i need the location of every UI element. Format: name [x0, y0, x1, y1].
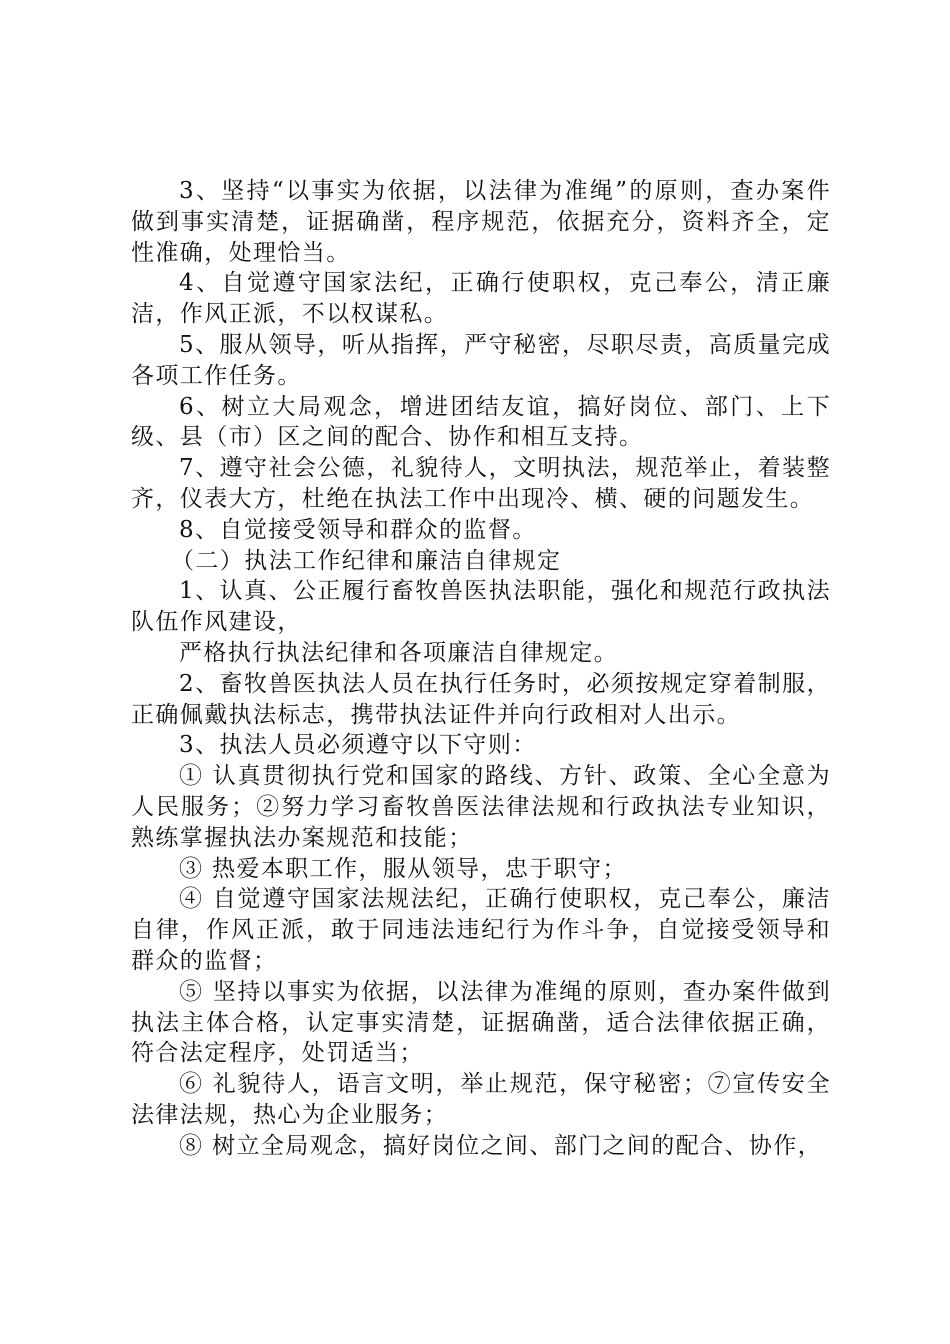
- section-heading-discipline: （二）执法工作纪律和廉洁自律规定: [171, 547, 562, 574]
- paragraph-code-intro: 3、执法人员必须遵守以下守则：: [179, 732, 537, 759]
- paragraph-social-ethics: 7、遵守社会公德，礼貌待人，文明执法，规范举止，着装整齐，仪表大方，杜绝在执法工作中出现冷、横、硬的问题发生。: [131, 455, 831, 512]
- paragraph-code-item-1-2: ① 认真贯彻执行党和国家的路线、方针、政策、全心全意为人民服务；②努力学习畜牧兽医法律法规和行政执法专业知识，熟练掌握执法办案规范和技能；: [131, 763, 831, 851]
- paragraph-uniform-rules: 2、畜牧兽医执法人员在执行任务时，必须按规定穿着制服，正确佩戴执法标志，携带执法证件并向行政相对人出示。: [131, 670, 831, 728]
- paragraph-fulfill-duties: 1、认真、公正履行畜牧兽医执法职能，强化和规范行政执法队伍作风建设，: [131, 578, 831, 636]
- paragraph-obey-leadership: 5、服从领导，听从指挥，严守秘密，尽职尽责，高质量完成各项工作任务。: [131, 331, 831, 389]
- paragraph-code-item-8: ⑧ 树立全局观念，搞好岗位之间、部门之间的配合、协作，: [179, 1132, 823, 1159]
- paragraph-code-item-5: ⑤ 坚持以事实为依据，以法律为准绳的原则，查办案件做到执法主体合格，认定事实清楚，证据确凿，适合法律依据正确，符合法定程序，处罚适当；: [131, 978, 831, 1067]
- paragraph-principle-facts-law: 3、坚持“以事实为依据，以法律为准绳”的原则，查办案件做到事实清楚，证据确凿，程序规范，依据充分，资料齐全，定性准确，处理恰当。: [131, 178, 831, 266]
- paragraph-obey-law: 4、自觉遵守国家法纪，正确行使职权，克己奉公，清正廉洁，作风正派，不以权谋私。: [131, 270, 831, 328]
- paragraph-overall-view: 6、树立大局观念，增进团结友谊，搞好岗位、部门、上下级、县（市）区之间的配合、协作和相互支持。: [131, 393, 831, 451]
- paragraph-code-item-4: ④ 自觉遵守国家法规法纪，正确行使职权，克己奉公，廉洁自律，作风正派，敢于同违法违纪行为作斗争，自觉接受领导和群众的监督；: [131, 886, 831, 974]
- paragraph-code-item-3: ③ 热爱本职工作，服从领导，忠于职守；: [179, 855, 627, 882]
- paragraph-accept-supervision: 8、自觉接受领导和群众的监督。: [179, 516, 537, 543]
- paragraph-strict-discipline: 严格执行执法纪律和各项廉洁自律规定。: [179, 639, 619, 666]
- paragraph-code-item-6-7: ⑥ 礼貌待人，语言文明，举止规范，保守秘密；⑦宣传安全法律法规，热心为企业服务；: [131, 1071, 831, 1128]
- document-page: [131, 176, 831, 1162]
